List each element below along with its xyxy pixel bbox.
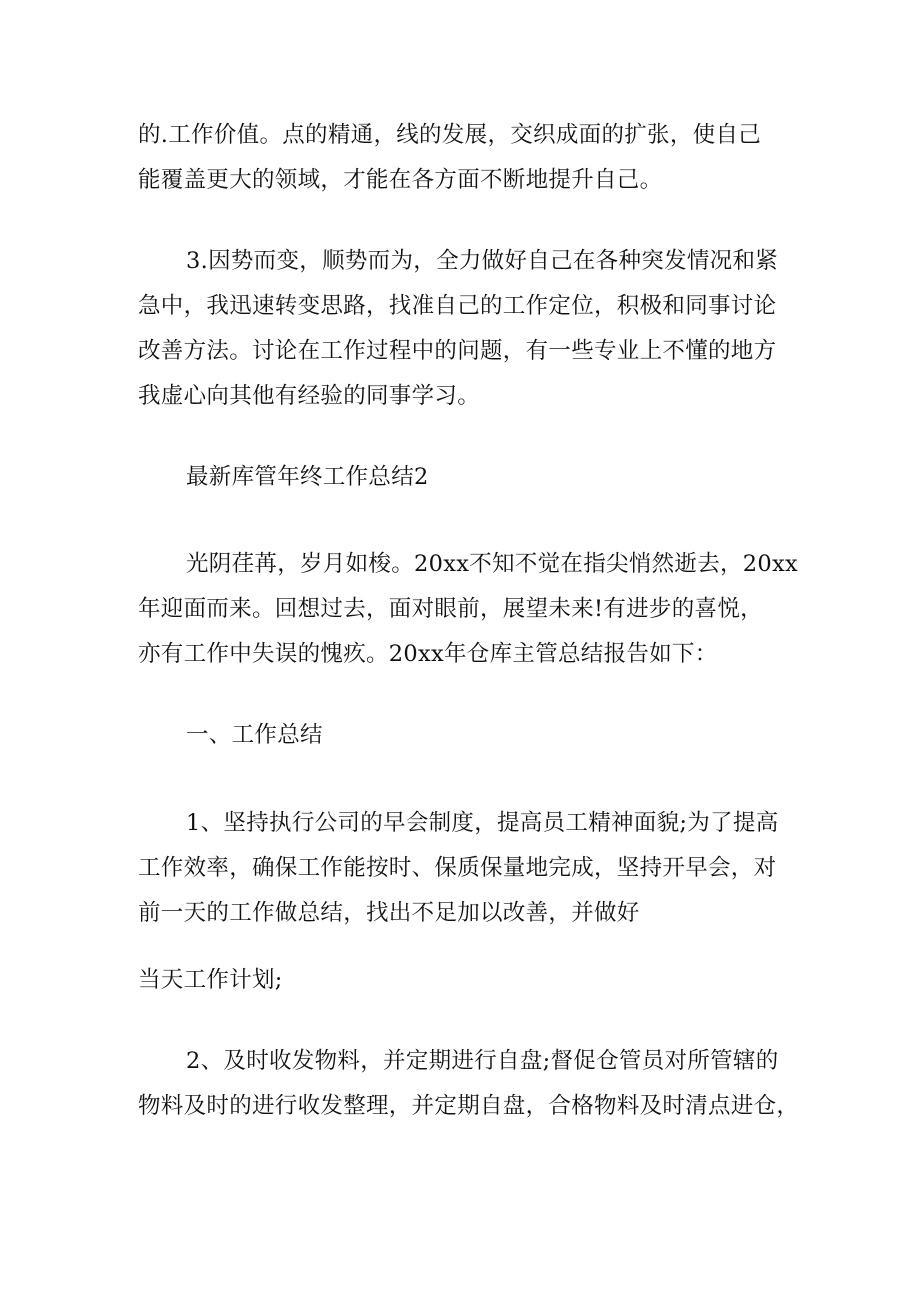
text-line: 亦有工作中失误的愧疚。20xx年仓库主管总结报告如下： bbox=[138, 641, 718, 667]
text-line: 改善方法。讨论在工作过程中的问题，有一些专业上不懂的地方 bbox=[138, 338, 777, 364]
text-line: 急中，我迅速转变思路，找准自己的工作定位，积极和同事讨论 bbox=[138, 293, 777, 319]
text-line: 我虚心向其他有经验的同事学习。 bbox=[138, 383, 481, 409]
text-line: 工作效率，确保工作能按时、保质保量地完成，坚持开早会，对 bbox=[138, 855, 777, 881]
text-line: 前一天的工作做总结，找出不足加以改善，并做好 bbox=[138, 900, 640, 926]
paragraph-3-start: 3.因势而变，顺势而为，全力做好自己在各种突发情况和紧 bbox=[186, 248, 779, 274]
text-line: 的.工作价值。点的精通，线的发展，交织成面的扩张，使自己 bbox=[138, 122, 762, 148]
item-1-start: 1、坚持执行公司的早会制度，提高员工精神面貌;为了提高 bbox=[186, 810, 779, 836]
intro-paragraph-start: 光阴荏苒，岁月如梭。20xx不知不觉在指尖悄然逝去，20xx bbox=[186, 551, 799, 577]
text-line: 物料及时的进行收发整理，并定期自盘，合格物料及时清点进仓， bbox=[138, 1093, 800, 1119]
text-line: 年迎面而来。回想过去，面对眼前，展望未来!有进步的喜悦， bbox=[138, 596, 763, 622]
subsection-heading: 一、工作总结 bbox=[186, 722, 323, 748]
section-title: 最新库管年终工作总结2 bbox=[186, 464, 429, 490]
text-line: 当天工作计划; bbox=[138, 967, 283, 993]
item-2-start: 2、及时收发物料，并定期进行自盘;督促仓管员对所管辖的 bbox=[186, 1048, 779, 1074]
text-line: 能覆盖更大的领域，才能在各方面不断地提升自己。 bbox=[138, 167, 663, 193]
